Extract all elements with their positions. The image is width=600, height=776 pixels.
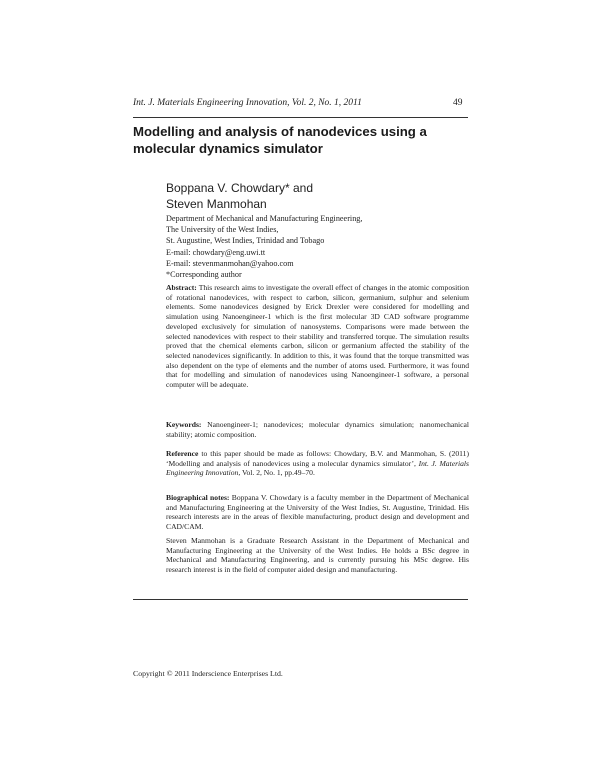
keywords-text: Nanoengineer-1; nanodevices; molecular dynamics simulation; nanomechanical stability; atomic composition. [166, 420, 469, 439]
paper-title: Modelling and analysis of nanodevices using a molecular dynamics simulator [133, 124, 427, 156]
bio-text: Boppana V. Chowdary is a faculty member in the Department of Mechanical and Manufacturing Engineering at the University of the West Indies, St. Augustine, Trinidad. His research interests are in the areas of flexible manufacturing, product design and development and CAD/CAM. [166, 493, 469, 532]
email-2: E-mail: stevenmanmohan@yahoo.com [166, 258, 294, 268]
journal-header: Int. J. Materials Engineering Innovation, Vol. 2, No. 1, 2011 [133, 98, 362, 108]
affiliation-line: Department of Mechanical and Manufacturing Engineering, [166, 214, 363, 223]
author-1: Boppana V. Chowdary* and [166, 181, 313, 195]
biographical-notes [166, 493, 469, 532]
affiliation-line: The University of the West Indies, [166, 225, 279, 235]
page-number: 49 [453, 98, 463, 108]
reference-journal: Int. J. Materials Engineering Innovation [166, 458, 469, 478]
abstract [166, 283, 469, 390]
copyright-notice: Copyright © 2011 Inderscience Enterprises Ltd. [133, 669, 283, 678]
keywords [166, 420, 469, 439]
corresponding-author-note: *Corresponding author [166, 270, 242, 280]
abstract-text: This research aims to investigate the overall effect of changes in the atomic composition of rotational nanodevices, with respect to carbon, silicon, germanium, sulphur and selenium elements. Some nanodevices designed by Erick Drexler were considered for modelling and simulation using Nanoengineer-1 which is the first molecular 3D CAD software programme developed exclusively for simulation of nanosystems. Comparisons were made between the selected nanodevices with respect to their stability and transferred torque. The simulation results proved that the chemical elements carbon, silicon or germanium affected the stability of the selected nanodevices significantly. In addition to this, it was found that the torque transmitted was also dependent on the type of elements and the number of atoms used. Furthermore, it was found that for modelling and simulation of nanodevices using Nanoengineer-1 software, a personal computer will be adequate. [166, 283, 470, 390]
bio-label: Biographical notes: [166, 493, 230, 502]
biographical-notes-2 [166, 536, 469, 575]
reference-volume: , Vol. 2, No. 1, pp.49–70. [238, 468, 315, 478]
reference-label: Reference [166, 449, 199, 458]
bio2-text: Steven Manmohan is a Graduate Research Assistant in the Department of Mechanical and Manufacturing Engineering at the University of the West Indies. He holds a BSc degree in Mechanical and Manufacturing Engineering, and is currently pursuing his MSc degree. His research interest is in the field of computer aided design and manufacturing. [166, 536, 469, 575]
abstract-label: Abstract: [166, 283, 197, 292]
keywords-label: Keywords: [166, 420, 202, 429]
reference-text: to this paper should be made as follows: Chowdary, B.V. and Manmohan, S. (2011) ‘Modelling and analysis of nanodevices using a molecular dynamics simulator’, [166, 449, 469, 468]
bottom-rule [133, 599, 468, 600]
author-2: Steven Manmohan [166, 197, 267, 211]
top-rule [133, 117, 468, 118]
reference-note [166, 449, 469, 478]
affiliation-line: St. Augustine, West Indies, Trinidad and Tobago [166, 236, 325, 246]
author-list [166, 180, 313, 212]
email-1: E-mail: chowdary@eng.uwi.tt [166, 247, 266, 257]
affiliation [166, 213, 362, 280]
